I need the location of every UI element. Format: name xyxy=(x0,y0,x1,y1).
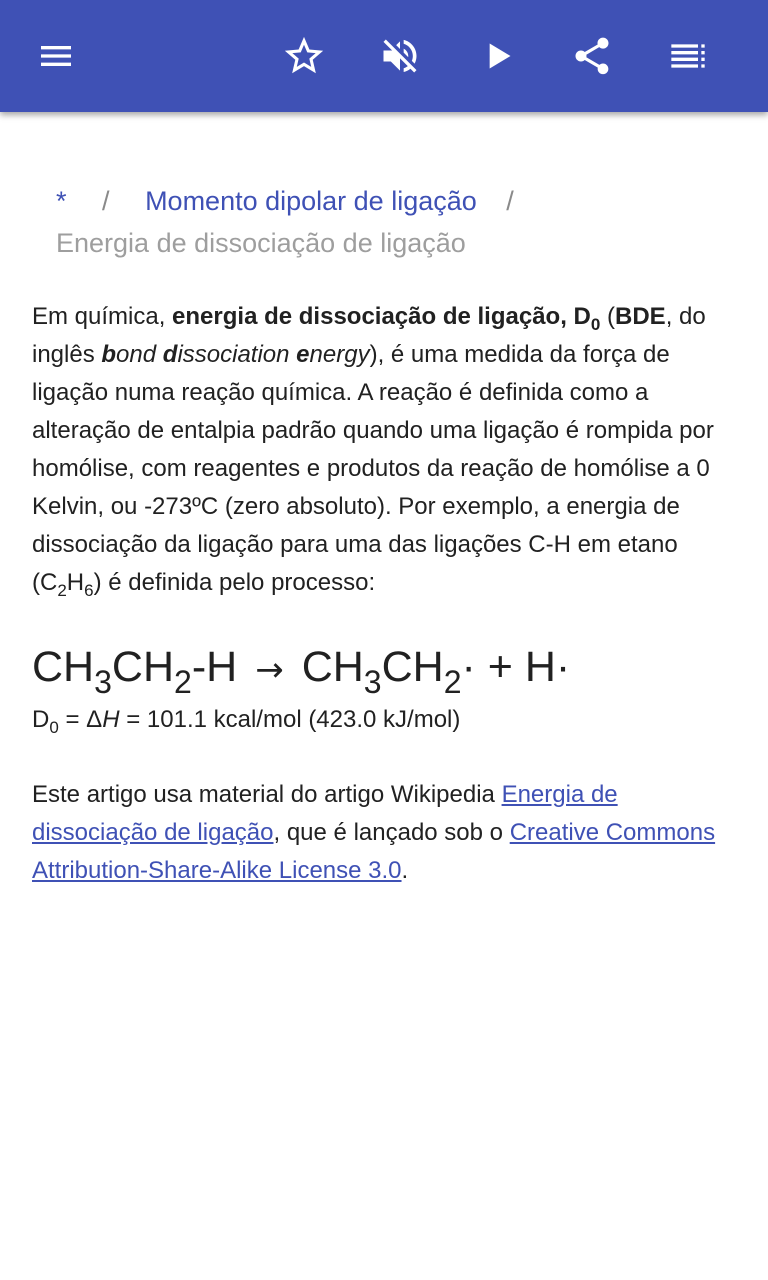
volume-off-icon xyxy=(378,34,422,78)
menu-button[interactable] xyxy=(28,28,84,84)
star-outline-icon xyxy=(281,33,327,79)
favorite-button[interactable] xyxy=(276,28,332,84)
app-bar xyxy=(0,0,768,112)
breadcrumb xyxy=(56,180,736,264)
wikipedia-article-link[interactable]: Energia de dissociação de ligação xyxy=(32,781,618,846)
play-icon xyxy=(478,36,518,76)
attribution-paragraph: Este artigo usa material do artigo Wikipedia Energia de dissociação de ligação, que é lançado sob o Creative Commons Attribution-Share-Alike License 3.0. xyxy=(32,781,716,884)
breadcrumb-separator: / xyxy=(506,186,514,216)
breadcrumb-current: Energia de dissociação de ligação xyxy=(56,228,466,258)
reaction-arrow: → xyxy=(255,650,284,690)
list-button[interactable] xyxy=(660,28,716,84)
breadcrumb-separator: / xyxy=(102,186,110,216)
breadcrumb-root-link[interactable]: * xyxy=(56,186,67,216)
chemical-equation: $CH_3CH_2-H \to CH_3CH_2\cdot + H\cdot$ xyxy=(32,643,571,700)
abbreviation: BDE xyxy=(615,303,666,330)
mute-button[interactable] xyxy=(372,28,428,84)
share-icon xyxy=(570,34,614,78)
english-term: bond dissociation energy xyxy=(101,341,370,368)
term-bold: energia de dissociação de ligação, $D_0$ xyxy=(172,303,601,334)
hamburger-menu-icon xyxy=(36,36,76,76)
breadcrumb-parent-link[interactable]: Momento dipolar de ligação xyxy=(145,186,477,216)
share-button[interactable] xyxy=(564,28,620,84)
playlist-icon xyxy=(668,36,708,76)
intro-paragraph: Em química, energia de dissociação de ligação, $D_0$ (BDE, do inglês bond dissociation energy), é uma medida da força de ligação numa reação química. A reação é definida como a alteração de entalpia padrão quando uma ligação é rompida por homólise, com reagentes e produtos da reação de homólise a 0 Kelvin, ou -273ºC (zero absoluto). Por exemplo, a energia de dissociação da ligação para uma das ligações C-H em etano $(C_2H_6)$ é definida pelo processo: xyxy=(32,303,714,600)
enthalpy-value: $D_0 = \Delta H = 101.1$ kcal/mol (423.0 kJ/mol) xyxy=(32,706,461,737)
license-link[interactable]: Creative Commons Attribution-Share-Alike License 3.0 xyxy=(32,819,716,884)
play-button[interactable] xyxy=(470,28,526,84)
